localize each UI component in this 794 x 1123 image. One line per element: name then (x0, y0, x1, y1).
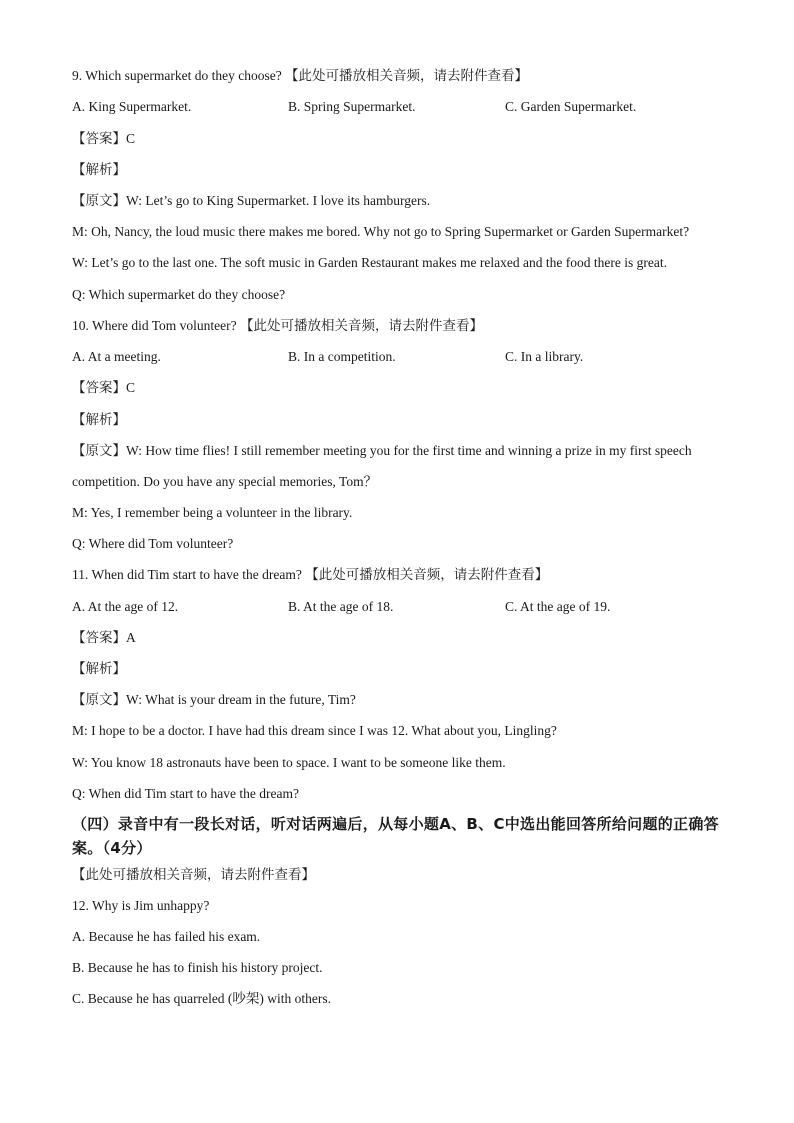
q9-transcript-line: M: Oh, Nancy, the loud music there makes me bored. Why not go to Spring Supermarket or Garden Supermarket? (72, 224, 690, 239)
q11-question: 11. When did Tim start to have the dream? 【此处可播放相关音频，请去附件查看】 (72, 567, 549, 582)
q10-option-b: B. In a competition. (288, 349, 396, 364)
q12-option-a: A. Because he has failed his exam. (72, 929, 261, 944)
q11-answer: 【答案】A (72, 630, 136, 645)
q10-answer: 【答案】C (72, 380, 136, 395)
q9-option-a: A. King Supermarket. (72, 99, 192, 114)
q10-transcript-question: Q: Where did Tom volunteer? (72, 536, 234, 551)
q10-option-c: C. In a library. (505, 349, 584, 364)
q10-analysis-label: 【解析】 (72, 412, 126, 427)
q9-transcript-question: Q: Which supermarket do they choose? (72, 287, 286, 302)
q11-transcript-line: W: You know 18 astronauts have been to space. I want to be someone like them. (72, 755, 506, 770)
q10-transcript-line: 【原文】W: How time flies! I still remember meeting you for the first time and winning a prize in my first speech (72, 443, 692, 458)
q11-transcript-line: M: I hope to be a doctor. I have had this dream since I was 12. What about you, Lingling? (72, 723, 557, 738)
q9-question: 9. Which supermarket do they choose? 【此处可播放相关音频，请去附件查看】 (72, 68, 529, 83)
q10-question: 10. Where did Tom volunteer? 【此处可播放相关音频，请去附件查看】 (72, 318, 484, 333)
q9-transcript-line: W: Let’s go to the last one. The soft music in Garden Restaurant makes me relaxed and the food there is great. (72, 255, 667, 270)
q11-transcript-question: Q: When did Tim start to have the dream? (72, 786, 299, 801)
section-4-audio-note: 【此处可播放相关音频，请去附件查看】 (72, 867, 315, 882)
q9-answer: 【答案】C (72, 131, 136, 146)
q10-transcript-line: M: Yes, I remember being a volunteer in the library. (72, 505, 353, 520)
q11-analysis-label: 【解析】 (72, 661, 126, 676)
q9-option-c: C. Garden Supermarket. (505, 99, 637, 114)
q11-option-a: A. At the age of 12. (72, 599, 179, 614)
q11-option-b: B. At the age of 18. (288, 599, 394, 614)
q11-option-c: C. At the age of 19. (505, 599, 611, 614)
section-4-heading: （四）录音中有一段长对话，听对话两遍后，从每小题A、B、C中选出能回答所给问题的正确答案。（4分） (72, 815, 719, 857)
q9-analysis-label: 【解析】 (72, 162, 126, 177)
q10-transcript-line: competition. Do you have any special memories, Tom？ (72, 474, 378, 489)
q11-transcript-line: 【原文】W: What is your dream in the future, Tim? (72, 692, 356, 707)
q10-option-a: A. At a meeting. (72, 349, 161, 364)
q12-option-c: C. Because he has quarreled (吵架) with others. (72, 991, 332, 1006)
q9-transcript-line: 【原文】W: Let’s go to King Supermarket. I love its hamburgers. (72, 193, 431, 208)
q12-option-b: B. Because he has to finish his history project. (72, 960, 323, 975)
q9-option-b: B. Spring Supermarket. (288, 99, 416, 114)
q12-question: 12. Why is Jim unhappy? (72, 898, 210, 913)
